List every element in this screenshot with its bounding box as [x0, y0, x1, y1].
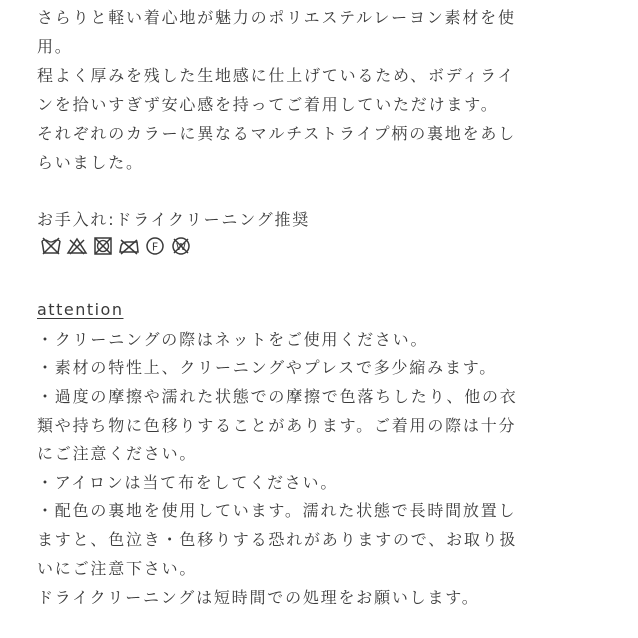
attention-line-8: ますと、色泣き・色移りする恐れがありますので、お取り扱	[37, 530, 518, 549]
dry-clean-letter: F	[151, 240, 159, 254]
attention-line-9: いにご注意下さい。	[37, 559, 198, 578]
no-wash-icon	[40, 236, 62, 256]
description-line-6: らいました。	[37, 153, 144, 172]
attention-line-10: ドライクリーニングは短時間での処理をお願いします。	[37, 588, 480, 607]
description-line-2: 用。	[37, 37, 73, 56]
no-tumble-dry-icon	[92, 236, 114, 256]
description-line-1: さらりと軽い着心地が魅力のポリエステルレーヨン素材を使	[37, 8, 516, 27]
care-heading: お手入れ:ドライクリーニング推奨	[37, 210, 311, 229]
dry-clean-f-icon	[144, 236, 166, 256]
description-line-4: ンを拾いすぎず安心感を持ってご着用していただけます。	[37, 95, 499, 114]
attention-heading: attention	[37, 300, 124, 319]
no-iron-icon	[118, 236, 140, 256]
care-symbols	[40, 235, 192, 257]
wet-clean-letter: W	[176, 242, 186, 253]
no-bleach-icon	[66, 236, 88, 256]
attention-line-2: ・素材の特性上、クリーニングやプレスで多少縮みます。	[37, 358, 498, 377]
attention-line-4: 類や持ち物に色移りすることがあります。ご着用の際は十分	[37, 416, 517, 435]
attention-line-6: ・アイロンは当て布をしてください。	[37, 473, 339, 492]
attention-line-1: ・クリーニングの際はネットをご使用ください。	[37, 330, 429, 349]
attention-line-7: ・配色の裏地を使用しています。濡れた状態で長時間放置し	[37, 501, 517, 520]
description-line-3: 程よく厚みを残した生地感に仕上げているため、ボディライ	[37, 66, 516, 85]
description-line-5: それぞれのカラーに異なるマルチストライプ柄の裏地をあし	[37, 124, 517, 143]
attention-line-3: ・過度の摩擦や濡れた状態での摩擦で色落ちしたり、他の衣	[37, 387, 518, 406]
no-wet-clean-icon	[170, 236, 192, 256]
attention-line-5: にご注意ください。	[37, 444, 198, 463]
